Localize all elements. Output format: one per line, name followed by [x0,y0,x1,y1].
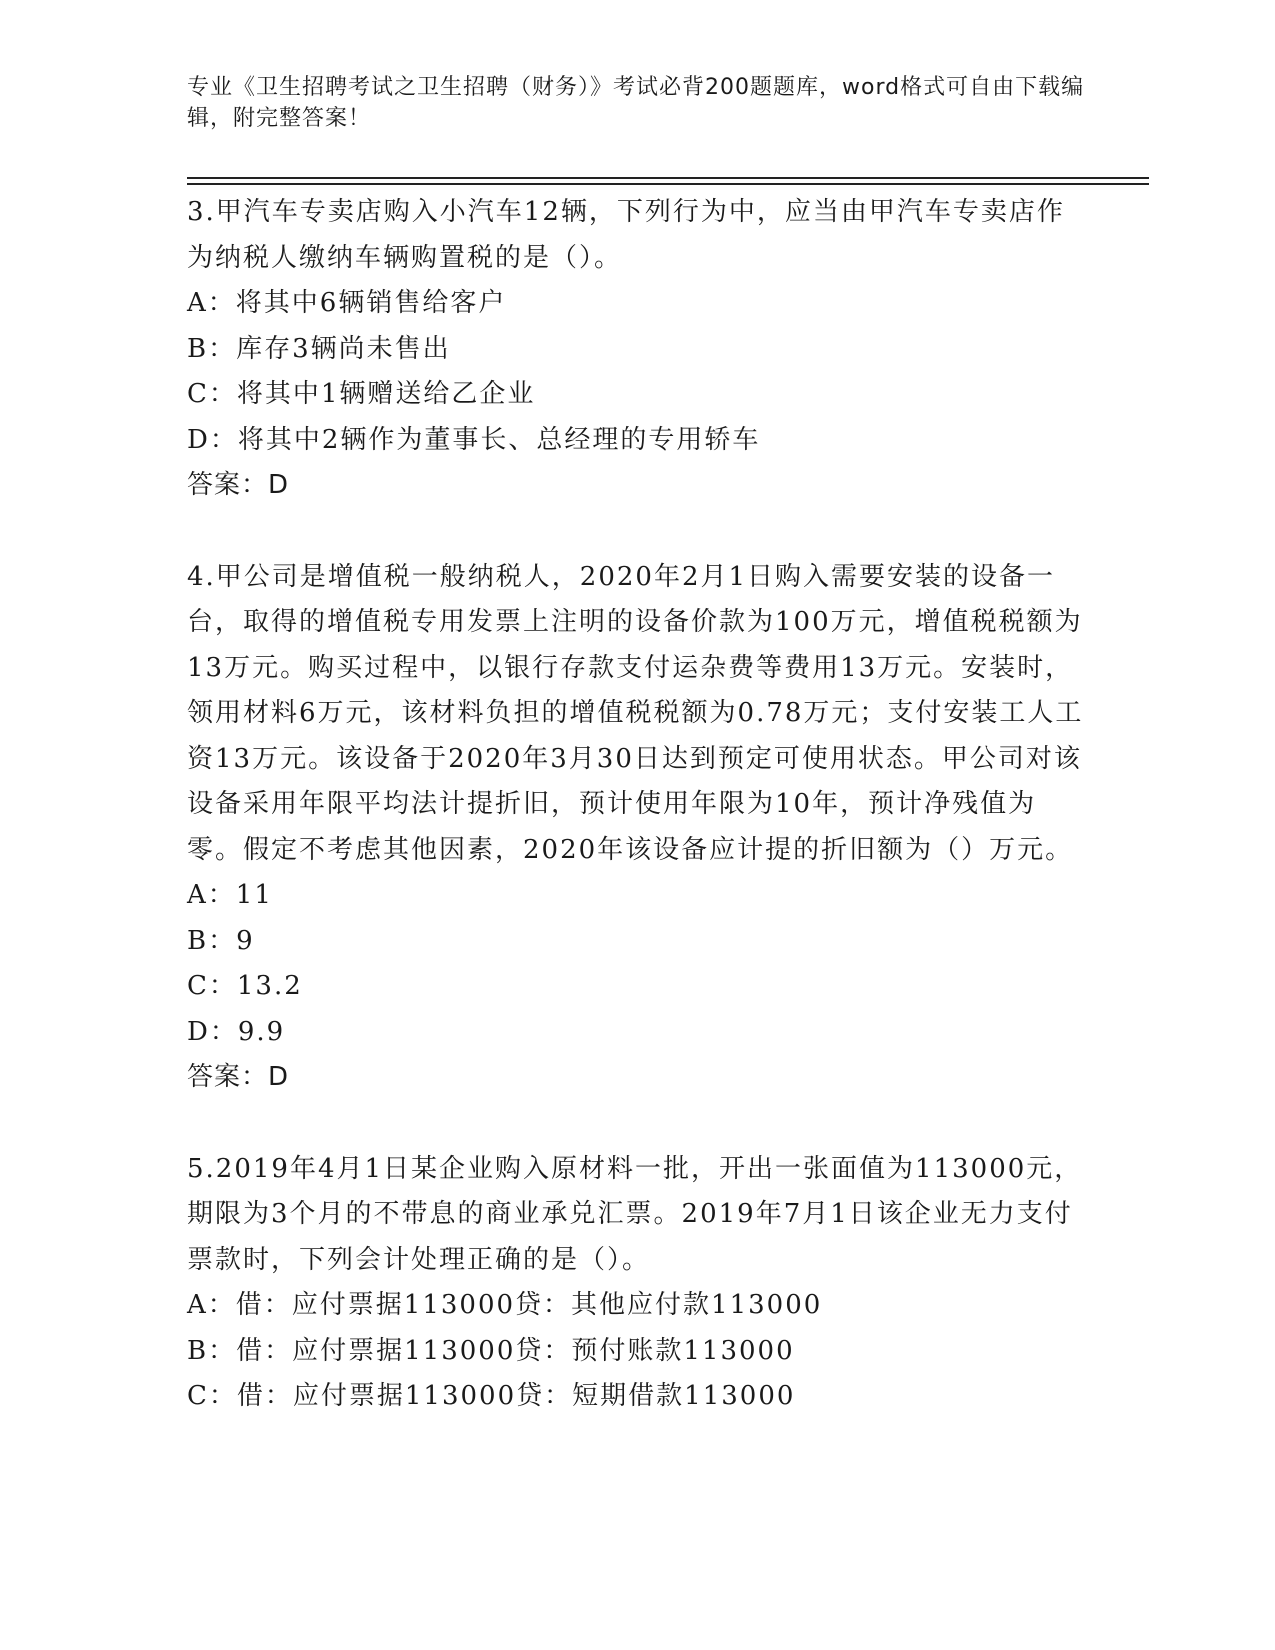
option-a: A：将其中6辆销售给客户 [187,288,507,318]
question-list [187,190,1087,1420]
option-d: D：9.9 [187,1016,286,1047]
spacer [187,509,1087,555]
question-3 [187,190,1087,509]
option-b: B：库存3辆尚未售出 [187,333,451,364]
option-c: C：将其中1辆赠送给乙企业 [187,379,536,409]
document-header: 专业《卫生招聘考试之卫生招聘（财务）》考试必背200题题库，word格式可自由下载编辑，附完整答案！ [187,75,1085,131]
question-5 [187,1147,1087,1420]
spacer [187,1101,1087,1147]
question-4 [187,555,1087,1101]
question-text: 4.甲公司是增值税一般纳税人，2020年2月1日购入需要安装的设备一台，取得的增值税专用发票上注明的设备价款为100万元，增值税税额为13万元。购买过程中，以银行存款支付运杂费等费用13万元。安装时，领用材料6万元，该材料负担的增值税税额为0.78万元；支付安装工人工资13万元。该设备于2020年3月30日达到预定可使用状态。甲公司对该设备采用年限平均法计提折旧，预计使用年限为10年，预计净残值为零。假定不考虑其他因素，2020年该设备应计提的折旧额为（）万元。 [187,561,1084,865]
answer-line: 答案：D [187,470,290,500]
option-b: B：借：应付票据113000贷：预付账款113000 [187,1335,795,1366]
option-b: B：9 [187,925,255,956]
header-divider-top [187,177,1149,179]
answer-line: 答案：D [187,1062,290,1092]
question-text: 5.2019年4月1日某企业购入原材料一批，开出一张面值为113000元，期限为3个月的不带息的商业承兑汇票。2019年7月1日该企业无力支付票款时，下列会计处理正确的是（）。 [187,1153,1083,1275]
question-text: 3.甲汽车专卖店购入小汽车12辆，下列行为中，应当由甲汽车专卖店作为纳税人缴纳车辆购置税的是（）。 [187,197,1065,273]
option-d: D：将其中2辆作为董事长、总经理的专用轿车 [187,424,761,455]
option-c: C：13.2 [187,971,303,1001]
option-a: A：借：应付票据113000贷：其他应付款113000 [187,1290,823,1320]
header-divider-bottom [187,183,1149,185]
option-a: A：11 [187,880,273,910]
option-c: C：借：应付票据113000贷：短期借款113000 [187,1381,796,1411]
